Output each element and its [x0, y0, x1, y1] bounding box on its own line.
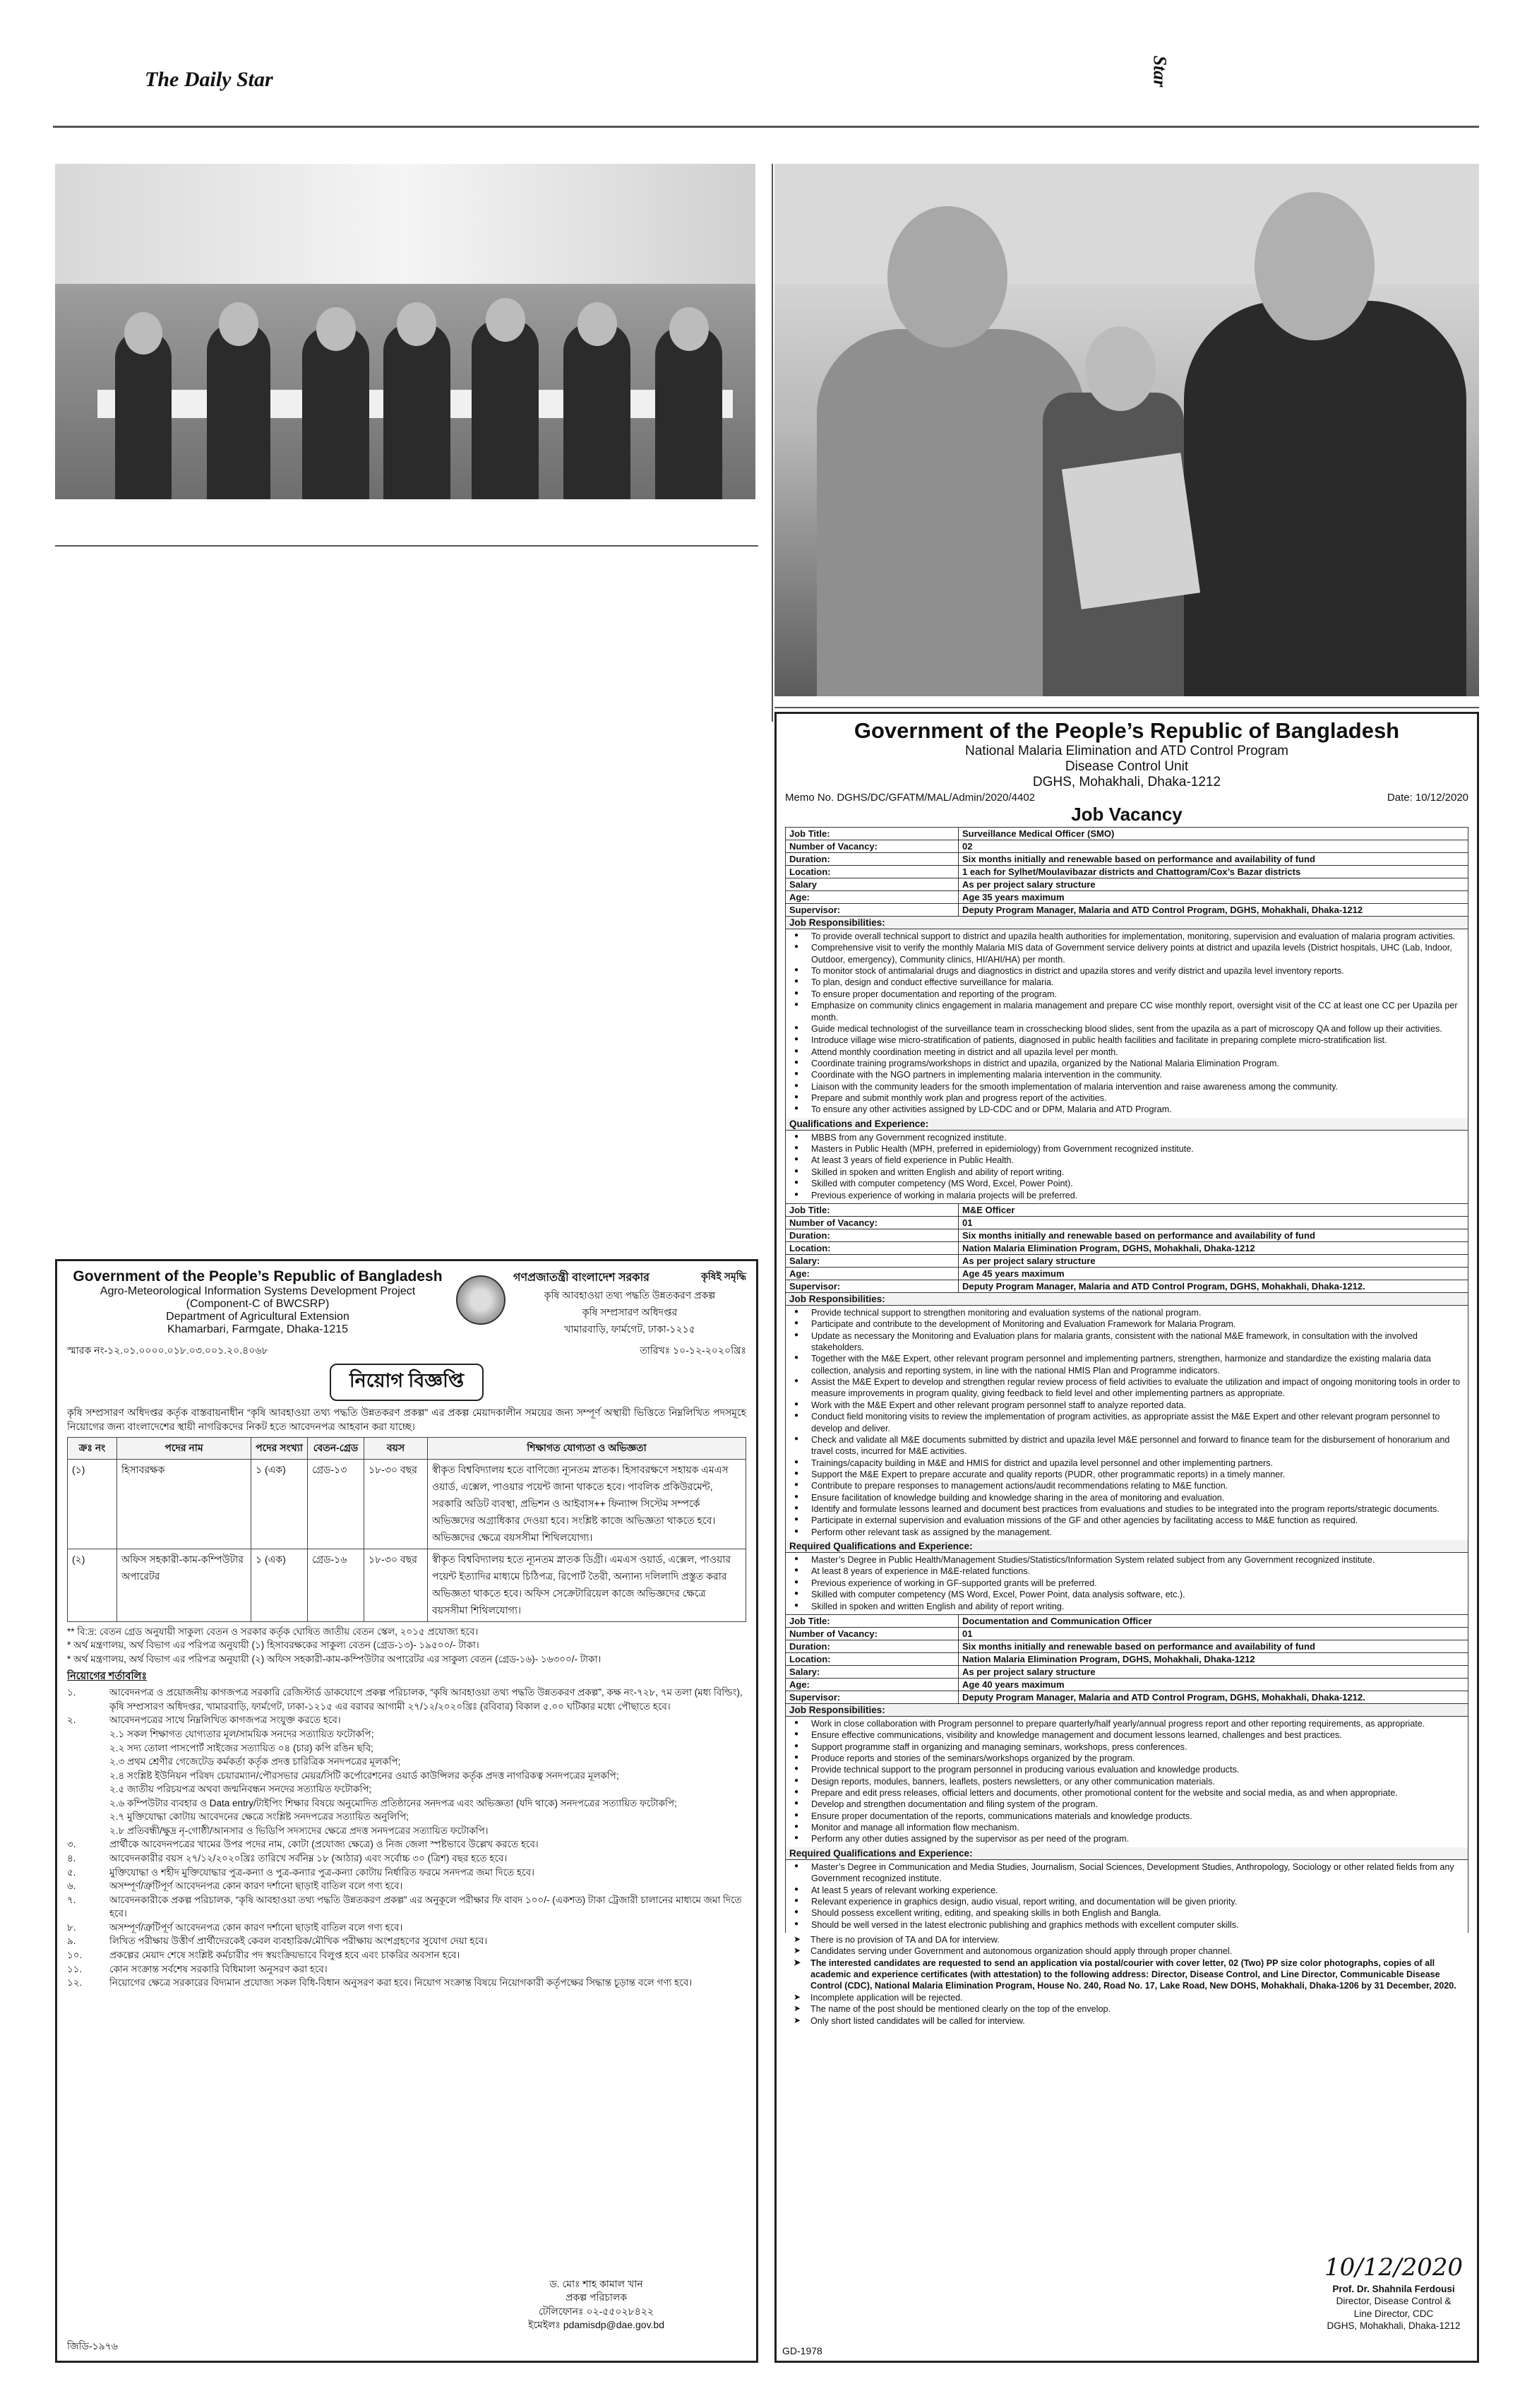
- post3-table: [785, 1614, 1468, 1704]
- post2-responsibilities: [785, 1306, 1468, 1540]
- list-item: ● Skilled with computer competency (MS Word, Excel, Power Point).: [793, 1178, 1462, 1189]
- application-notes: [785, 1933, 1468, 2029]
- item-number: ৩.: [67, 1839, 76, 1850]
- footnote: ** বি:দ্র: বেতন গ্রেড অনুযায়ী সাকুল্য বেতন ও সরকার কর্তৃক ঘোষিত জাতীয় বেতন স্কেল, ২০১৫ প্রযোজ্য হবে।: [67, 1626, 479, 1637]
- signatory-email: ইমেইলঃ pdamisdp@dae.gov.bd: [528, 2319, 664, 2331]
- field-label: Number of Vacancy:: [786, 1216, 959, 1229]
- table-row: [786, 1665, 1468, 1678]
- dae-bn-dept: কৃষি সম্প্রসারণ অধিদপ্তর: [582, 1306, 678, 1318]
- masthead-left: The Daily Star: [145, 68, 273, 91]
- signature-block: [1324, 2252, 1463, 2332]
- list-item: ● Ensure facilitation of knowledge building and knowledge sharing in the area of monitoring and evaluation.: [793, 1492, 1462, 1503]
- list-item: ● Monitor and manage all information flow mechanism.: [793, 1822, 1462, 1833]
- column-header: পদের সংখ্যা: [251, 1437, 308, 1459]
- list-item: ● Emphasize on community clinics engagement in malaria management and prepare CC wise monthly report, oversight visit of the CC at least one CC per Upazila per month.: [793, 1000, 1462, 1023]
- event-photo-left: [55, 164, 755, 499]
- post3-responsibilities: [785, 1717, 1468, 1847]
- item-text: আবেদনকারীকে প্রকল্প পরিচালক, “কৃষি আবহাওয়া তথ্য পদ্ধতি উন্নতকরণ প্রকল্প” এর অনুকূলে পরীক্ষার ফি বাবদ ১০০/- (একশত) টাকা ট্রেজারী চালানের মাধ্যমে জমা দিতে হবে।: [109, 1894, 742, 1919]
- field-value: Six months initially and renewable based on performance and availability of fund: [959, 1640, 1468, 1652]
- list-item: ● At least 8 years of experience in M&E-related functions.: [793, 1566, 1462, 1577]
- list-item: ● Perform other relevant task as assigned by the management.: [793, 1527, 1462, 1538]
- list-item: ● Develop and strengthen documentation and filing system of the program.: [793, 1799, 1462, 1810]
- table-cell: গ্রেড-১৩: [308, 1459, 364, 1549]
- field-label: Duration:: [786, 1229, 959, 1241]
- dae-intro: কৃষি সম্প্রসারণ অধিদপ্তর কর্তৃক বাস্তবায়নাধীন “কৃষি আবহাওয়া তথ্য পদ্ধতি উন্নতকরণ প্রকল্প” এর প্রকল্প মেয়াদকালীন সময়ের জন্য সম্পূর্ণ অস্থায়ী ভিত্তিতে নিম্নলিখিত পদসমূহে নিয়োগের জন্য বাংলাদেশের স্থায়ী নাগরিকদের নিকট হতে আবেদনপত্র আহবান করা যাচ্ছে।: [67, 1407, 746, 1433]
- dae-en-title: Government of the People’s Republic of Bangladesh: [73, 1268, 443, 1285]
- ad-memo: Memo No. DGHS/DC/GFATM/MAL/Admin/2020/4402: [785, 792, 1036, 804]
- signatory-phone: টেলিফোনঃ ০২-৫৫০২৮৪২২: [539, 2305, 654, 2317]
- dae-heading: নিয়োগ বিজ্ঞপ্তি: [330, 1364, 484, 1401]
- item-text: ২.৮ প্রতিবন্ধী/ক্ষুদ্র নৃ-গোষ্ঠী/আনসার ও ভিডিপি সদস্যদের ক্ষেত্রে প্রদত্ত সনদপত্রের সত্যায়িত ফটোকপি।: [109, 1825, 489, 1836]
- list-item: [67, 1866, 746, 1880]
- table-row: [68, 1459, 746, 1549]
- table-cell: অফিস সহকারী-কাম-কম্পিউটার অপারেটর: [117, 1549, 251, 1621]
- section-label: Required Qualifications and Experience:: [785, 1540, 1468, 1553]
- table-row: [68, 1549, 746, 1621]
- list-item: ● Comprehensive visit to verify the monthly Malaria MIS data of Government service delivery points at district and upazila levels (District hospitals, UHC (Lab, Indoor, Outdoor, emergency), Community clinics, HI/AHI/HA) per month.: [793, 942, 1462, 965]
- list-item: ● To plan, design and conduct effective surveillance for malaria.: [793, 977, 1462, 988]
- field-label: Supervisor:: [786, 1280, 959, 1292]
- list-item: ● Work in close collaboration with Program personnel to prepare quarterly/half yearly/annual progress report and other reporting requirements, as appropriate.: [793, 1718, 1462, 1729]
- list-item: ➤ The interested candidates are requested to send an application via postal/courier with cover letter, 02 (Two) PP size color photographs, copies of all academic and experience certificates (with attestation) to the following address: Director, Disease Control, and Line Director, Communicable Disease Control (CDC), National Malaria Elimination Program, House No. 240, Road No. 17, Lake Road, New DOHS, Mohakhali, Dhaka-1206 by 31 December, 2020.: [792, 1957, 1463, 1992]
- table-cell: স্বীকৃত বিশ্ববিদ্যালয় হতে বাণিজ্যে ন্যূনতম স্নাতক। হিসাবরক্ষণে সহায়ক এমএস ওয়ার্ড, এক্সেল, পাওয়ার পয়েন্ট জানা থাকতে হবে। পাবলিক প্রকিউরমেন্ট, সরকারি অডিট ব্যবস্থা, প্রভিশন ও আইবাস++ ফিন্যান্স সিস্টেম সম্পর্কে অভিজ্ঞদের অগ্রাধিকার দেওয়া হবে। সংশ্লিষ্ট কাজে অভিজ্ঞতা থাকতে হবে। অভিজ্ঞদের ক্ষেত্রে বয়সসীমা শিথিলযোগ্য।: [428, 1459, 746, 1549]
- item-number: ১০.: [67, 1949, 83, 1960]
- section-label: Job Responsibilities:: [785, 917, 1468, 929]
- list-item: ● Design reports, modules, banners, leaflets, posters newsletters, or any other communication materials.: [793, 1776, 1462, 1787]
- dae-code: জিডি-১৯৭৬: [67, 2340, 118, 2352]
- list-item: ● Masters in Public Health (MPH, preferred in epidemiology) from Government recognized institute.: [793, 1143, 1462, 1155]
- list-item: ● Ensure effective communications, visibility and knowledge management and document lessons learned, challenges and best practices.: [793, 1729, 1462, 1741]
- field-value: 02: [959, 840, 1468, 853]
- table-row: [786, 1640, 1468, 1652]
- list-item: ● Attend monthly coordination meeting in district and all upazila level per month.: [793, 1047, 1462, 1058]
- item-text: মুক্তিযোদ্ধা ও শহীদ মুক্তিযোদ্ধার পুত্র-কন্যা ও পুত্র-কন্যার পুত্র-কন্যা কোটায় নির্ধারিত ফরমে সনদপত্র জমা দিতে হবে।: [109, 1866, 534, 1878]
- right-rule: [774, 707, 1479, 708]
- table-row: [786, 840, 1468, 853]
- post3-qualifications: [785, 1860, 1468, 1933]
- table-cell: ১৮-৩০ বছর: [364, 1549, 428, 1621]
- item-number: [67, 1810, 109, 1824]
- item-number: ১.: [67, 1687, 76, 1698]
- table-row: [786, 1652, 1468, 1665]
- table-row: [786, 1627, 1468, 1640]
- post1-qualifications: [785, 1131, 1468, 1203]
- list-item: ➤ Incomplete application will be rejected.: [792, 1992, 1463, 2003]
- item-text: ২.১ সকল শিক্ষাগত যোগ্যতার মূল/সাময়িক সনদের সত্যায়িত ফটোকপি;: [109, 1728, 374, 1739]
- list-item: [67, 1727, 746, 1741]
- dae-signature-block: [528, 2277, 664, 2332]
- post1-responsibilities: [785, 929, 1468, 1118]
- table-row: [786, 1691, 1468, 1703]
- table-row: [786, 1216, 1468, 1229]
- field-value: Surveillance Medical Officer (SMO): [959, 828, 1468, 840]
- field-value: Deputy Program Manager, Malaria and ATD Control Program, DGHS, Mohakhali, Dhaka-1212: [959, 904, 1468, 917]
- field-value: As per project salary structure: [959, 1254, 1468, 1267]
- dae-bn-slogan: কৃষিই সমৃদ্ধি: [701, 1270, 746, 1282]
- table-row: [786, 1614, 1468, 1627]
- field-label: Job Title:: [786, 1614, 959, 1627]
- section-label: Required Qualifications and Experience:: [785, 1847, 1468, 1860]
- dae-en-dept: Department of Agricultural Extension: [166, 1311, 349, 1323]
- list-item: ● Together with the M&E Expert, other relevant program personnel and implementing partners, strengthen, harmonize and standardize the existing malaria data collection, analysis and reporting system, in line with the national HMIS Plan and Programme indicators.: [793, 1353, 1462, 1376]
- ad-code: GD-1978: [782, 2345, 822, 2356]
- section-label: Job Responsibilities:: [785, 1293, 1468, 1306]
- list-item: ● Prepare and edit press releases, official letters and documents, other promotional content for the website and social media, as and when appropriate.: [793, 1787, 1462, 1799]
- list-item: [67, 1852, 746, 1866]
- item-number: ২.: [67, 1715, 76, 1726]
- dae-en-addr: Khamarbari, Farmgate, Dhaka-1215: [167, 1323, 349, 1335]
- field-label: Age:: [786, 1678, 959, 1691]
- table-row: [786, 1254, 1468, 1267]
- item-number: ১১.: [67, 1963, 83, 1974]
- list-item: ● Skilled in spoken and written English and ability of report writing.: [793, 1167, 1462, 1178]
- table-row: [786, 904, 1468, 917]
- list-item: ● Previous experience of working in malaria projects will be preferred.: [793, 1190, 1462, 1201]
- table-row: [786, 1229, 1468, 1241]
- item-text: নিয়োগের ক্ষেত্রে সরকারের বিদ্যমান প্রযোজ্য সকল বিধি-বিধান অনুসরণ করা হবে। নিয়োগ সংক্রান্ত বিষয়ে নিয়োগকারী কর্তৃপক্ষের সিদ্ধান্ত চূড়ান্ত বলে গণ্য হবে।: [109, 1977, 693, 1989]
- list-item: ● At least 5 years of relevant working experience.: [793, 1885, 1462, 1896]
- list-item: ● Coordinate with the NGO partners in implementing malaria intervention in the community.: [793, 1069, 1462, 1080]
- list-item: [67, 1893, 746, 1921]
- table-cell: গ্রেড-১৬: [308, 1549, 364, 1621]
- item-number: ৮.: [67, 1921, 76, 1933]
- field-label: Age:: [786, 1267, 959, 1280]
- item-text: প্রার্থীকে আবেদনপত্রের খামের উপর পদের নাম, কোটা (প্রযোজ্য ক্ষেত্রে) ও নিজ জেলা স্পষ্টভাবে উল্লেখ করতে হবে।: [109, 1839, 539, 1850]
- left-rule: [55, 545, 758, 547]
- field-value: M&E Officer: [959, 1203, 1468, 1216]
- item-number: [67, 1741, 109, 1756]
- list-item: [67, 1948, 746, 1962]
- list-item: ● Relevant experience in graphics design, audio visual, report writing, and documentation will be given priority.: [793, 1896, 1462, 1907]
- dae-memo: স্মারক নং-১২.০১.০০০০.০১৮.০৩.০০১.২০.৪০৬৮: [67, 1345, 268, 1356]
- dae-posts-table: [67, 1437, 746, 1622]
- item-text: ২.৬ কম্পিউটার ব্যবহার ও Data entry/টাইপিং শিক্ষার বিষয়ে অনুমোদিত প্রতিষ্ঠানের সনদপত্র এবং অভিজ্ঞতা (যদি থাকে) সনদপত্রের সত্যায়িত ফটোকপি;: [109, 1797, 677, 1808]
- field-value: Deputy Program Manager, Malaria and ATD Control Program, DGHS, Mohakhali, Dhaka-1212.: [959, 1280, 1468, 1292]
- post2-qualifications: [785, 1553, 1468, 1614]
- item-text: ২.২ সদ্য তোলা পাসপোর্ট সাইজের সত্যায়িত ০৪ (চার) কপি রঙিন ছবি;: [109, 1742, 373, 1753]
- table-row: [786, 1267, 1468, 1280]
- field-label: Duration:: [786, 1640, 959, 1652]
- dae-conditions: [67, 1686, 746, 1989]
- field-value: Age 35 years maximum: [959, 891, 1468, 904]
- list-item: ● Ensure proper documentation of the reports, communications materials and knowledge products.: [793, 1811, 1462, 1822]
- list-item: ● To ensure proper documentation and reporting of the program.: [793, 989, 1462, 1000]
- item-number: ১২.: [67, 1977, 83, 1989]
- table-row: [786, 1203, 1468, 1216]
- list-item: ● Skilled in spoken and written English and ability of report writing.: [793, 1601, 1462, 1612]
- list-item: [67, 1824, 746, 1838]
- dae-date: তারিখঃ ১০-১২-২০২০খ্রিঃ: [640, 1345, 746, 1356]
- list-item: ● To monitor stock of antimalarial drugs and diagnostics in district and upazila stores and verify district and upazila level inventory reports.: [793, 965, 1462, 977]
- dae-en-project: Agro-Meteorological Information Systems Development Project: [100, 1285, 416, 1297]
- item-text: ২.৭ মুক্তিযোদ্ধা কোটায় আবেদনের ক্ষেত্রে সংশ্লিষ্ট সনদপত্রের সত্যায়িত অনুলিপি;: [109, 1811, 409, 1823]
- list-item: ● Contribute to prepare responses to management actions/audit recommendations relating to M&E function.: [793, 1480, 1462, 1491]
- ad-date: Date: 10/12/2020: [1387, 792, 1468, 804]
- field-label: Salary: [786, 878, 959, 891]
- field-value: Nation Malaria Elimination Program, DGHS, Mohakhali, Dhaka-1212: [959, 1652, 1468, 1665]
- table-row: [786, 878, 1468, 891]
- list-item: [67, 1769, 746, 1783]
- list-item: [67, 1713, 746, 1727]
- field-label: Salary:: [786, 1254, 959, 1267]
- list-item: ● Skilled with computer competency (MS Word, Excel, Power Point, data analysis software, etc.).: [793, 1589, 1462, 1600]
- list-item: [67, 1976, 746, 1990]
- signatory-line: Director, Disease Control &: [1336, 2296, 1452, 2307]
- table-cell: ১ (এক): [251, 1549, 308, 1621]
- list-item: ➤ Candidates serving under Government and autonomous organization should apply through proper channel.: [792, 1945, 1463, 1957]
- field-label: Supervisor:: [786, 1691, 959, 1703]
- list-item: ➤ Only short listed candidates will be called for interview.: [792, 2015, 1463, 2027]
- field-value: Age 45 years maximum: [959, 1267, 1468, 1280]
- field-value: 01: [959, 1627, 1468, 1640]
- table-cell: স্বীকৃত বিশ্ববিদ্যালয় হতে ন্যূনতম স্নাতক ডিগ্রী। এমএস ওয়ার্ড, এক্সেল, পাওয়ার পয়েন্ট ইত্যাদির মাধ্যমে চিঠিপত্র, রিপোর্ট তৈরী, অন্যান্য দলিলাদি প্রস্তুত করার অভিজ্ঞতা থাকতে হবে। অফিস সেক্রেটারিয়েল কাজে অভিজ্ঞদের ক্ষেত্রে বয়সসীমা শিথিলযোগ্য।: [428, 1549, 746, 1621]
- field-value: Documentation and Communication Officer: [959, 1614, 1468, 1627]
- list-item: ● Update as necessary the Monitoring and Evaluation plans for malaria grants, consistent with the national M&E framework, in consultation with the involved stakeholders.: [793, 1330, 1462, 1354]
- item-number: ৭.: [67, 1894, 76, 1905]
- dae-footnotes: [67, 1625, 746, 1667]
- field-label: Salary:: [786, 1665, 959, 1678]
- list-item: ● Should be well versed in the latest electronic publishing and graphics methods with excellent computer skills.: [793, 1919, 1462, 1931]
- list-item: ● Provide technical support to strengthen monitoring and evaluation systems of the national program.: [793, 1307, 1462, 1318]
- field-value: 01: [959, 1216, 1468, 1229]
- list-item: ● Previous experience of working in GF-supported grants will be preferred.: [793, 1578, 1462, 1589]
- list-item: ➤ The name of the post should be mentioned clearly on the top of the envelop.: [792, 2003, 1463, 2015]
- list-item: ● To provide overall technical support to district and upazila health authorities for implementation, monitoring, supervision and evaluation of malaria program activities.: [793, 931, 1462, 942]
- field-label: Location:: [786, 1652, 959, 1665]
- item-number: [67, 1769, 109, 1783]
- masthead-right: Star: [1149, 55, 1171, 88]
- event-photo-right: [774, 164, 1479, 696]
- dae-cond-label: নিয়োগের শর্তাবলিঃ: [67, 1671, 148, 1683]
- signatory-title: প্রকল্প পরিচালক: [565, 2291, 628, 2303]
- list-item: [67, 1934, 746, 1948]
- ad-heading: Job Vacancy: [1071, 804, 1183, 825]
- table-cell: (২): [68, 1549, 117, 1621]
- column-header: পদের নাম: [117, 1437, 251, 1459]
- item-text: আবেদনপত্র ও প্রয়োজনীয় কাগজপত্র সরকারি রেজিস্টার্ড ডাকযোগে প্রকল্প পরিচালক, “কৃষি আবহাওয়া তথ্য পদ্ধতি উন্নতকরণ প্রকল্প”, কক্ষ নং-৭২৮, ৭ম তলা (মধ্য বিল্ডিং), কৃষি সম্প্রসারণ অধিদপ্তর, খামারবাড়ি, ফার্মগেট, ঢাকা-১২১৫ এর বরাবর আগামী ২৭/১২/২০২০খ্রিঃ (রবিবার) বিকাল ৫.০০ ঘটিকার মধ্যে পৌছাতে হবে।: [109, 1687, 743, 1712]
- table-cell: ১ (এক): [251, 1459, 308, 1549]
- list-item: ● Master’s Degree in Public Health/Management Studies/Statistics/Information System related subject from any Government recognized institute.: [793, 1554, 1462, 1566]
- list-item: ● Support programme staff in organizing and managing seminars, workshops, press conferences.: [793, 1741, 1462, 1753]
- list-item: ● Support the M&E Expert to prepare accurate and quality reports (PUDR, other programmatic reports) in a timely manner.: [793, 1469, 1462, 1480]
- item-number: [67, 1782, 109, 1796]
- field-label: Duration:: [786, 853, 959, 866]
- table-row: [786, 828, 1468, 840]
- item-number: [67, 1727, 109, 1741]
- field-label: Age:: [786, 891, 959, 904]
- table-row: [786, 866, 1468, 878]
- dae-bn-project: কৃষি আবহাওয়া তথ্য পদ্ধতি উন্নতকরণ প্রকল্প: [544, 1289, 716, 1301]
- list-item: [67, 1879, 746, 1893]
- item-text: ২.৫ জাতীয় পরিচয়পত্র অথবা জন্মনিবন্ধন সনদের সত্যায়িত ফটোকপি;: [109, 1784, 372, 1795]
- table-row: [786, 1678, 1468, 1691]
- section-label: Qualifications and Experience:: [785, 1118, 1468, 1131]
- top-rule: [53, 126, 1479, 128]
- niyog-biggopti-ad: [55, 1259, 758, 2363]
- ad-gov-title: Government of the People’s Republic of Bangladesh: [854, 718, 1400, 743]
- list-item: [67, 1837, 746, 1852]
- list-item: ● Assist the M&E Expert to develop and strengthen regular review process of field activities to evaluate the utilization and impact of ongoing monitoring tools in order to measure improvements in program quality, giving feedback to field level and other implementing partners as appropriate.: [793, 1376, 1462, 1400]
- signatory-name: Prof. Dr. Shahnila Ferdousi: [1332, 2283, 1455, 2294]
- item-text: ২.৩ প্রথম শ্রেণীর গেজেটেড কর্মকর্তা কর্তৃক প্রদত্ত চারিত্রিক সনদপত্রের মূলকপি;: [109, 1756, 401, 1768]
- item-number: ৯.: [67, 1936, 76, 1947]
- item-number: ৪.: [67, 1853, 76, 1864]
- item-text: প্রকল্পের মেয়াদ শেষে সংশ্লিষ্ট কর্মচারীর পদ স্বয়ংক্রিয়ভাবে বিলুপ্ত হবে এবং চাকরির অবসান হবে।: [109, 1949, 460, 1960]
- field-label: Location:: [786, 866, 959, 878]
- list-item: ● MBBS from any Government recognized institute.: [793, 1132, 1462, 1143]
- field-value: Age 40 years maximum: [959, 1678, 1468, 1691]
- table-cell: (১): [68, 1459, 117, 1549]
- post2-table: [785, 1203, 1468, 1293]
- item-text: অসম্পূর্ণ/ত্রুটিপূর্ণ আবেদনপত্র কোন কারণ দর্শানো ছাড়াই বাতিল বলে গণ্য হবে।: [109, 1921, 403, 1933]
- list-item: ● To ensure any other activities assigned by LD-CDC and or DPM, Malaria and ATD Program.: [793, 1104, 1462, 1115]
- column-header: ক্রঃ নং: [68, 1437, 117, 1459]
- list-item: ● Participate in external supervision and evaluation missions of the GF and other agencies by facilitating access to M&E function as required.: [793, 1515, 1462, 1526]
- table-row: [786, 1241, 1468, 1254]
- table-cell: হিসাবরক্ষক: [117, 1459, 251, 1549]
- table-row: [786, 1280, 1468, 1292]
- field-value: As per project salary structure: [959, 1665, 1468, 1678]
- field-value: Six months initially and renewable based on performance and availability of fund: [959, 1229, 1468, 1241]
- list-item: [67, 1782, 746, 1796]
- list-item: ● Introduce village wise micro-stratification of patients, diagnosed in public health facilities and facilitate in preparing complete micro-stratification list.: [793, 1035, 1462, 1046]
- column-header: বয়স: [364, 1437, 428, 1459]
- item-text: ২.৪ সংশ্লিষ্ট ইউনিয়ন পরিষদ চেয়ারম্যান/পৌরসভার মেয়র/সিটি কর্পোরেশনের ওয়ার্ড কাউন্সিলর কর্তৃক প্রদত্ত নাগরিকত্ব সনদপত্রের মূলকপি;: [109, 1770, 619, 1781]
- item-number: [67, 1796, 109, 1811]
- field-label: Supervisor:: [786, 904, 959, 917]
- list-item: [67, 1810, 746, 1824]
- list-item: ● Guide medical technologist of the surveillance team in crosschecking blood slides, sent from the upazila as a part of microscopy QA and follow up their activities.: [793, 1023, 1462, 1035]
- list-item: ● Prepare and submit monthly work plan and progress report of the activities.: [793, 1092, 1462, 1104]
- list-item: [67, 1921, 746, 1935]
- section-label: Job Responsibilities:: [785, 1704, 1468, 1717]
- table-row: [786, 853, 1468, 866]
- field-label: Job Title:: [786, 828, 959, 840]
- govt-emblem-icon: [456, 1275, 505, 1325]
- field-value: Deputy Program Manager, Malaria and ATD Control Program, DGHS, Mohakhali, Dhaka-1212.: [959, 1691, 1468, 1703]
- field-label: Job Title:: [786, 1203, 959, 1216]
- field-value: As per project salary structure: [959, 878, 1468, 891]
- field-value: 1 each for Sylhet/Moulavibazar districts and Chattogram/Cox’s Bazar districts: [959, 866, 1468, 878]
- column-header: শিক্ষাগত যোগ্যতা ও অভিজ্ঞতা: [428, 1437, 746, 1459]
- list-item: [67, 1741, 746, 1756]
- signatory-line: Line Director, CDC: [1353, 2308, 1434, 2319]
- list-item: [67, 1686, 746, 1713]
- list-item: ● Conduct field monitoring visits to review the implementation of program activities, as appropriate assist the M&E Expert and other relevant program personnel to develop and deliver.: [793, 1411, 1462, 1434]
- list-item: [67, 1796, 746, 1811]
- item-number: [67, 1755, 109, 1769]
- list-item: ● Perform any other duties assigned by the supervisor as per need of the program.: [793, 1833, 1462, 1844]
- list-item: ● Participate and contribute to the development of Monitoring and Evaluation Framework for Malaria Program.: [793, 1318, 1462, 1330]
- list-item: ● Produce reports and stories of the seminars/workshops organized by the program.: [793, 1753, 1462, 1764]
- ad-unit: Disease Control Unit: [1065, 759, 1189, 774]
- table-cell: ১৮-৩০ বছর: [364, 1459, 428, 1549]
- item-text: অসম্পূর্ণ/ত্রুটিপূর্ণ আবেদনপত্র কোন কারণ দর্শানো ছাড়াই বাতিল বলে গণ্য হবে।: [109, 1880, 403, 1892]
- item-text: লিখিত পরীক্ষায় উত্তীর্ণ প্রার্থীদেরকেই কেবল ব্যবহারিক/মৌখিক পরীক্ষায় অংশগ্রহণের সুযোগ দেয়া হবে।: [109, 1936, 488, 1947]
- list-item: ● Should possess excellent writing, editing, and speaking skills in both English and Bangla.: [793, 1907, 1462, 1919]
- list-item: ● Liaison with the community leaders for the smooth implementation of malaria intervention and raise awareness among the community.: [793, 1081, 1462, 1092]
- item-text: আবেদনপত্রের সাথে নিম্নলিখিত কাগজপত্র সংযুক্ত করতে হবে।: [109, 1715, 341, 1726]
- table-header-row: [68, 1437, 746, 1459]
- list-item: ● At least 3 years of field experience in Public Health.: [793, 1155, 1462, 1166]
- signatory-line: DGHS, Mohakhali, Dhaka-1212: [1327, 2320, 1461, 2332]
- signature-scribble: 10/12/2020: [1324, 2253, 1463, 2282]
- item-text: কোন সংক্রান্ত সর্বশেষ সরকারি বিধিমালা অনুসরণ করা হবে।: [109, 1963, 328, 1974]
- list-item: ● Coordinate training programs/workshops in district and upazila, organized by the National Malaria Elimination Program.: [793, 1058, 1462, 1069]
- field-value: Nation Malaria Elimination Program, DGHS, Mohakhali, Dhaka-1212: [959, 1241, 1468, 1254]
- list-item: ● Trainings/capacity building in M&E and HMIS for district and upazila level personnel and other implementing partners.: [793, 1458, 1462, 1469]
- post1-table: [785, 827, 1468, 917]
- ad-address: DGHS, Mohakhali, Dhaka-1212: [1032, 775, 1221, 789]
- field-value: Six months initially and renewable based on performance and availability of fund: [959, 853, 1468, 866]
- list-item: ➤ There is no provision of TA and DA for interview.: [792, 1934, 1463, 1945]
- list-item: ● Provide technical support to the program personnel in producing various evaluation and knowledge products.: [793, 1764, 1462, 1775]
- footnote: * অর্থ মন্ত্রণালয়, অর্থ বিভাগ এর পরিপত্র অনুযায়ী (২) অফিস সহকারী-কাম-কম্পিউটার অপারেটর এর সাকুল্য বেতন (গ্রেড-১৬)- ১৬৩০০/- টাকা।: [67, 1653, 602, 1664]
- dae-en-component: (Component-C of BWCSRP): [186, 1298, 330, 1310]
- item-number: [67, 1824, 109, 1838]
- list-item: [67, 1962, 746, 1977]
- item-text: আবেদনকারীর বয়স ২৭/১২/২০২০খ্রিঃ তারিখে সর্বনিম্ন ১৮ (আঠার) এবং সর্বোচ্চ ৩০ (ত্রিশ) বছর হতে হবে।: [109, 1853, 508, 1864]
- list-item: [67, 1755, 746, 1769]
- item-number: ৬.: [67, 1880, 76, 1892]
- dae-bn-title: গণপ্রজাতন্ত্রী বাংলাদেশ সরকার: [513, 1272, 650, 1284]
- footnote: * অর্থ মন্ত্রণালয়, অর্থ বিভাগ এর পরিপত্র অনুযায়ী (১) হিসাবরক্ষকের সাকুল্য বেতন (গ্রেড-১৩)- ১৯৫০০/- টাকা।: [67, 1640, 479, 1651]
- item-number: ৫.: [67, 1866, 76, 1878]
- field-label: Location:: [786, 1241, 959, 1254]
- table-row: [786, 891, 1468, 904]
- list-item: ● Check and validate all M&E documents submitted by district and upazila level M&E personnel and forward to finance team for the disbursement of honorarium and travel costs, incurred for M&E activities.: [793, 1434, 1462, 1458]
- ad-program: National Malaria Elimination and ATD Control Program: [965, 744, 1288, 758]
- column-header: বেতন-গ্রেড: [308, 1437, 364, 1459]
- column-divider: [772, 164, 773, 722]
- job-vacancy-ad: [774, 712, 1479, 2363]
- signatory-name: ড. মোঃ শাহ কামাল খান: [549, 2277, 643, 2289]
- dae-bn-addr: খামারবাড়ি, ফার্মগেট, ঢাকা-১২১৫: [564, 1323, 695, 1335]
- list-item: ● Identify and formulate lessons learned and document best practices from evaluations and studies to be integrated into the program reports/strategic documents.: [793, 1503, 1462, 1515]
- field-label: Number of Vacancy:: [786, 840, 959, 853]
- list-item: ● Work with the M&E Expert and other relevant program personnel staff to analyze reported data.: [793, 1400, 1462, 1411]
- field-label: Number of Vacancy:: [786, 1627, 959, 1640]
- list-item: ● Master’s Degree in Communication and Media Studies, Journalism, Social Sciences, Development Studies, Anthropology, Sociology or other related fields from any Government recognized institute.: [793, 1861, 1462, 1885]
